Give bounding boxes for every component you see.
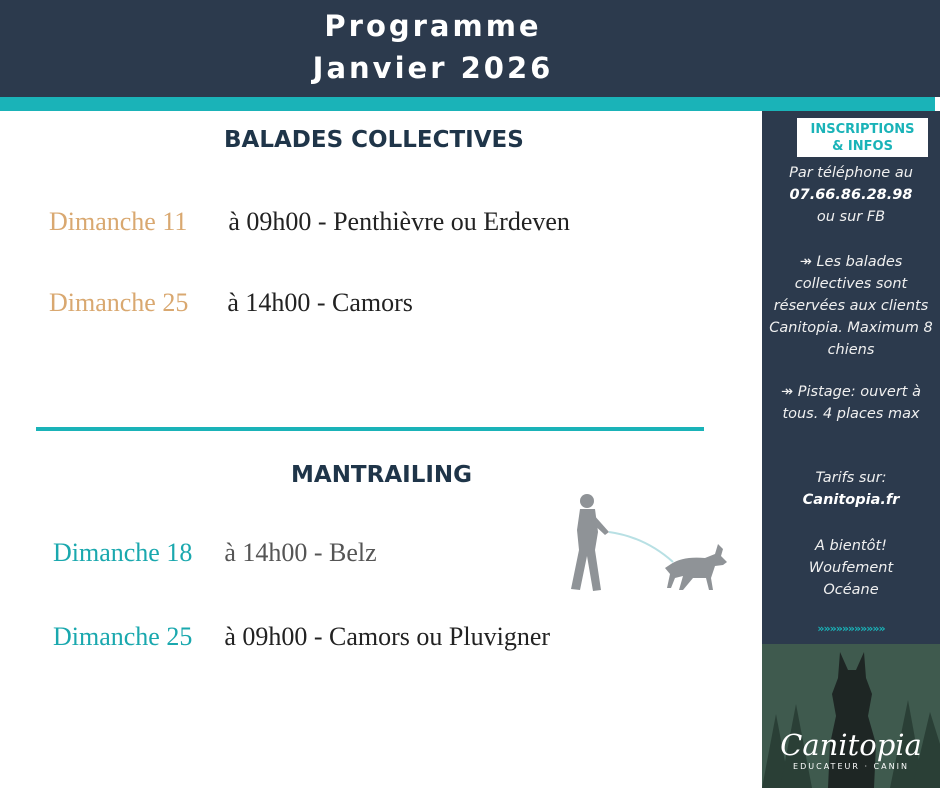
section-divider <box>36 427 704 431</box>
inscriptions-badge <box>797 118 928 157</box>
mantrailing-day: Dimanche 25 <box>53 622 193 651</box>
balade-detail: à 14h00 - Camors <box>227 288 413 317</box>
mantrailing-title: MANTRAILING <box>291 462 473 488</box>
header-banner <box>0 0 940 97</box>
goodbye: A bientôt! <box>815 538 887 554</box>
header-title-line1: Programme <box>324 9 542 43</box>
mantrailing-row <box>53 622 550 652</box>
tarifs-label: Tarifs sur: <box>815 470 887 486</box>
contact-block <box>764 162 938 228</box>
badge-line1: INSCRIPTIONS <box>810 122 915 137</box>
tarifs-block <box>764 467 938 511</box>
signature-name: Océane <box>823 582 879 598</box>
canitopia-logo <box>762 644 940 788</box>
logo-subtitle: EDUCATEUR · CANIN <box>793 762 909 771</box>
balade-day: Dimanche 25 <box>49 288 189 317</box>
signature-block <box>764 535 938 601</box>
woufement: Woufement <box>808 560 894 576</box>
mantrailing-detail: à 14h00 - Belz <box>224 538 377 567</box>
balade-row <box>49 207 570 237</box>
chevrons-decoration: »»»»»»»»»»» <box>817 622 885 635</box>
mantrailing-day: Dimanche 18 <box>53 538 193 567</box>
walker-and-dog-icon <box>565 492 730 595</box>
balades-title: BALADES COLLECTIVES <box>224 127 524 153</box>
pistage-note: ↠ Pistage: ouvert à tous. 4 places max <box>781 384 921 422</box>
website-link[interactable]: Canitopia.fr <box>802 492 900 508</box>
balade-day: Dimanche 11 <box>49 207 188 236</box>
phone-intro: Par téléphone au <box>789 165 913 181</box>
badge-line2: & INFOS <box>832 139 893 154</box>
balade-detail: à 09h00 - Penthièvre ou Erdeven <box>228 207 570 236</box>
balades-note: ↠ Les balades collectives sont réservées aux clients Canitopia. Maximum 8 chiens <box>769 254 933 358</box>
facebook-text: ou sur FB <box>816 209 886 225</box>
mantrailing-row <box>53 538 377 568</box>
logo-wordmark: Canitopia <box>780 728 922 762</box>
phone-number[interactable]: 07.66.86.28.98 <box>789 187 913 203</box>
header-title-line2: Janvier 2026 <box>312 51 554 85</box>
balade-row <box>49 288 413 318</box>
mantrailing-detail: à 09h00 - Camors ou Pluvigner <box>224 622 551 651</box>
header-accent-bar <box>0 97 935 111</box>
